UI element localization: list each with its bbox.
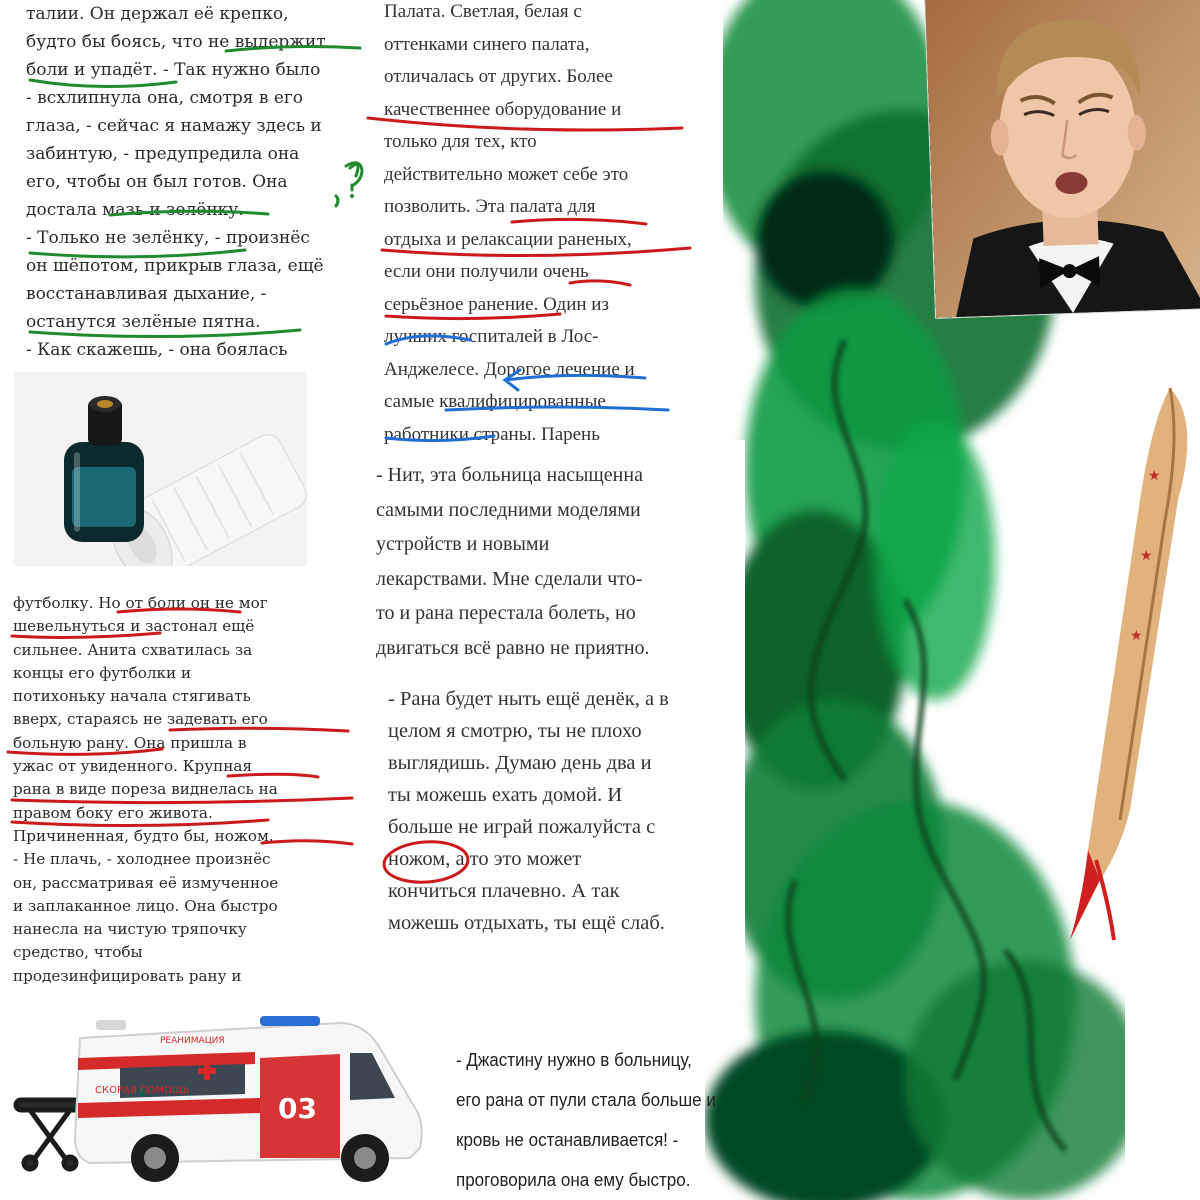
- portrait-photo: [925, 0, 1200, 318]
- story-text-middle-center: - Нит, эта больница насыщенна самыми последними моделями устройств и новыми лекарствами. Мне сделали что- то и рана перестала болеть, но двигаться всё равно не приятно.: [376, 464, 650, 659]
- svg-text:★: ★: [1148, 468, 1161, 484]
- svg-text:★: ★: [1140, 548, 1153, 564]
- svg-text:★: ★: [1130, 628, 1143, 644]
- story-text-bottom-right: - Джастину нужно в больницу, его рана от пули стала больше и кровь не останавливается! - проговорила она ему быстро.: [456, 1049, 716, 1190]
- ambulance-image: [10, 998, 432, 1188]
- vial-bandage-photo: [14, 372, 307, 566]
- ambulance-roof-text: РЕАНИМАЦИЯ: [160, 1036, 225, 1046]
- story-text-top-center: Палата. Светлая, белая с оттенками синего палата, отличалась от других. Более качественнее оборудование и только для тех, кто действительно может себе это позволить. Эта палата для отдыха и релаксации раненых, если они получили очень серьёзное ранение. Один из лучших госпиталей в Лос- Анджелесе. Дорогое лечение и самые квалифицированные работники страны. Парень: [384, 1, 635, 445]
- story-text-top-left: талии. Он держал её крепко, будто бы боясь, что не выдержит боли и упадёт. - Так нужно было - всхлипнула она, смотря в его глаза, - сейчас я намажу здесь и забинтую, - предупредила она его, чтобы он был готов. Она достала мазь и зелёнку. - Только не зелёнку, - произнёс он шёпотом, прикрыв глаза, ещё восстанавливая дыхание, - останутся зелёные пятна. - Как скажешь, - она боялась: [26, 4, 326, 360]
- story-text-lower-center: - Рана будет ныть ещё денёк, а в целом я смотрю, ты не плохо выглядишь. Думаю день два и ты можешь ехать домой. И больше не играй пожалуйста с ножом, а то это может кончиться плачевно. А так можешь отдыхать, ты ещё слаб.: [388, 688, 669, 934]
- story-text-lower-left: футболку. Но от боли он не мог шевельнуться и застонал ещё сильнее. Анита схватилась за концы его футболки и потихоньку начала стягивать вверх, стараясь не задевать его больную рану. Она пришла в ужас от увиденного. Крупная рана в виде пореза виднелась на правом боку его живота. Причиненная, будто бы, ножом. - Не плачь, - холоднее произнёс он, рассматривая её измученное и заплаканное лицо. Она быстро нанесла на чистую тряпочку средство, чтобы продезинфицировать рану и: [13, 594, 279, 985]
- quill-pen-image: [1060, 380, 1200, 950]
- ambulance-side-text: СКОРАЯ ПОМОЩЬ: [95, 1085, 190, 1096]
- ambulance-number: 03: [278, 1092, 317, 1125]
